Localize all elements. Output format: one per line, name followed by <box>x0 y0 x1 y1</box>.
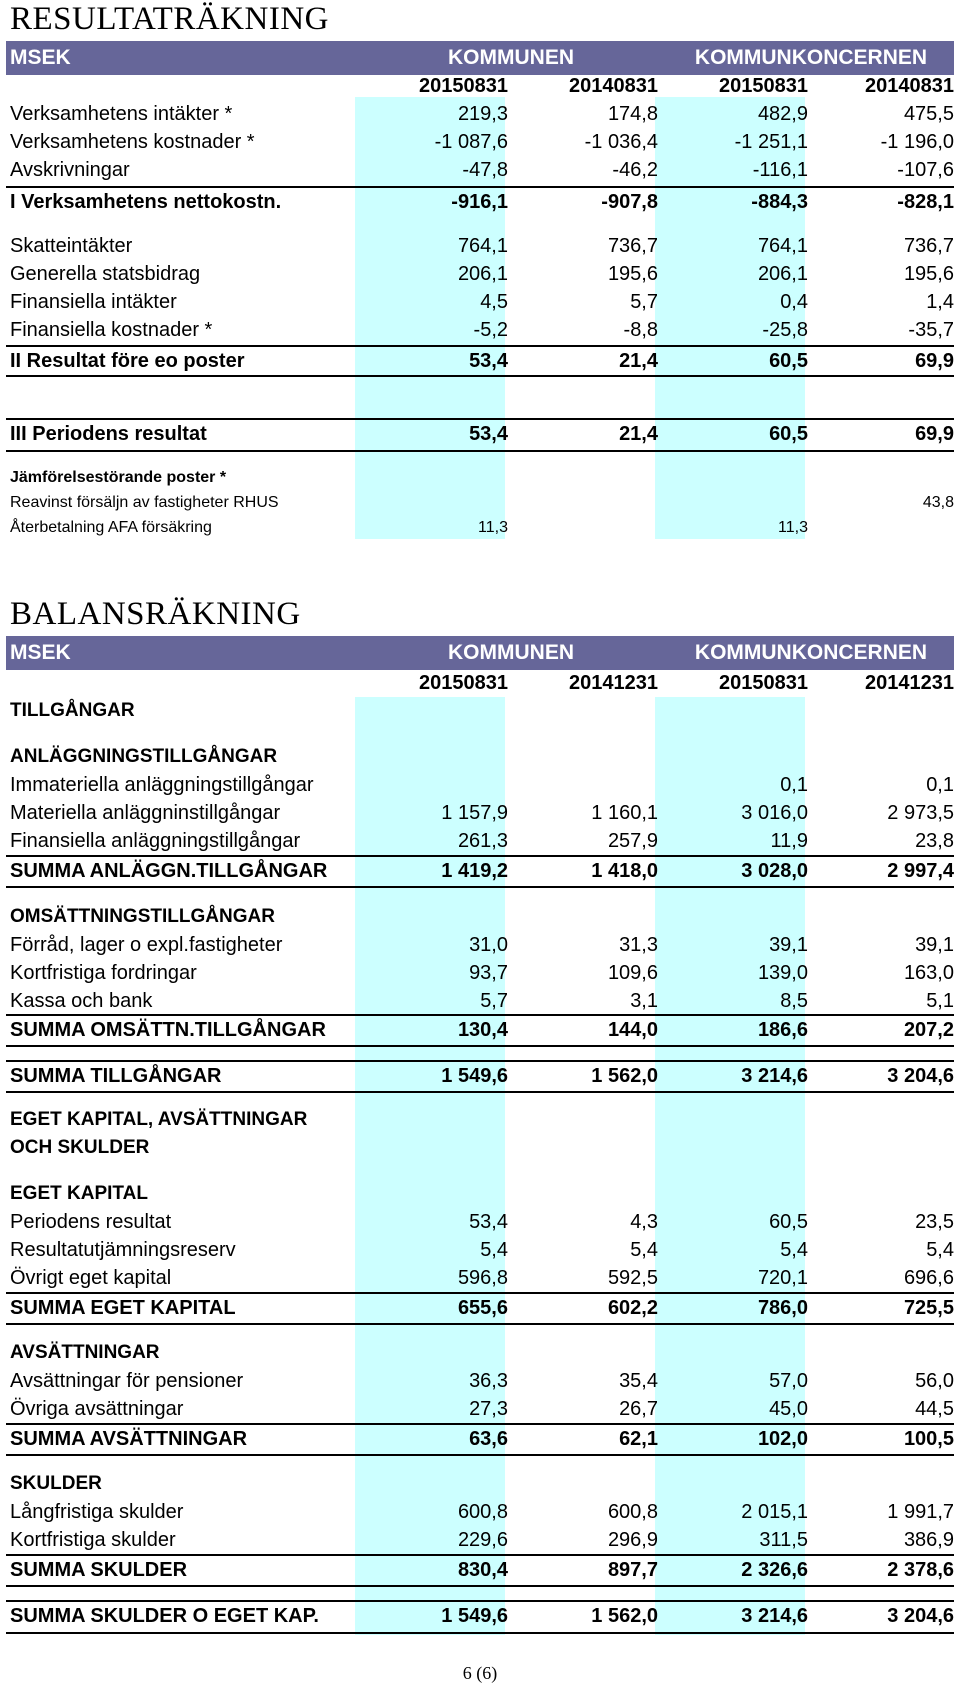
balance-date-4: 20141231 <box>865 672 954 694</box>
income-group-koncernen: KOMMUNKONCERNEN <box>694 46 928 69</box>
cell: 1 562,0 <box>591 1605 658 1627</box>
cell: 3 204,6 <box>887 1065 954 1087</box>
income-row <box>6 156 954 184</box>
income-subtotal-row <box>6 347 954 375</box>
row-label: Verksamhetens kostnader * <box>10 131 255 153</box>
cell: 57,0 <box>769 1370 808 1392</box>
cell: 482,9 <box>757 103 808 125</box>
cell: 5,7 <box>630 291 658 313</box>
income-subtotal-row <box>6 188 954 216</box>
income-group-kommunen: KOMMUNEN <box>448 46 574 69</box>
row-label: SUMMA SKULDER O EGET KAP. <box>10 1605 319 1627</box>
row-label: Periodens resultat <box>10 1211 172 1233</box>
balance-row <box>6 1264 954 1292</box>
cell: 1 562,0 <box>591 1065 658 1087</box>
row-label: Resultatutjämningsreserv <box>10 1239 236 1261</box>
row-label: Immateriella anläggningstillgångar <box>10 774 314 796</box>
cell: 5,1 <box>926 990 954 1012</box>
cell: 11,3 <box>478 519 508 536</box>
divider <box>6 1585 954 1587</box>
cell: 2 997,4 <box>887 860 954 882</box>
cell: -116,1 <box>752 159 808 181</box>
cell: 720,1 <box>757 1267 808 1289</box>
cell: 1 549,6 <box>441 1065 508 1087</box>
cell: 3 214,6 <box>741 1065 808 1087</box>
cell: 62,1 <box>619 1428 658 1450</box>
cell: 5,7 <box>480 990 508 1012</box>
income-row <box>6 288 954 316</box>
cell: 786,0 <box>757 1297 808 1319</box>
cell: 4,3 <box>630 1211 658 1233</box>
section-heading <box>6 1180 954 1208</box>
cell: 1,4 <box>926 291 954 313</box>
cell: 100,5 <box>903 1428 954 1450</box>
cell: -107,6 <box>897 159 954 181</box>
balance-row <box>6 931 954 959</box>
cell: 3 016,0 <box>741 802 808 824</box>
income-date-3: 20150831 <box>719 75 808 97</box>
cell: 207,2 <box>903 1019 954 1041</box>
cell: 195,6 <box>903 263 954 285</box>
cell: 3 028,0 <box>741 860 808 882</box>
row-label: II Resultat före eo poster <box>10 350 245 372</box>
cell: 4,5 <box>480 291 508 313</box>
balance-total-row <box>6 1062 954 1090</box>
cell: 163,0 <box>903 962 954 984</box>
cell: 725,5 <box>903 1297 954 1319</box>
balance-date-1: 20150831 <box>419 672 508 694</box>
cell: 206,1 <box>757 263 808 285</box>
cell: 11,9 <box>770 830 808 852</box>
notes-heading <box>6 466 954 494</box>
cell: 60,5 <box>769 423 808 445</box>
cell: 69,9 <box>915 423 954 445</box>
balance-row <box>6 1395 954 1423</box>
cell: 2 378,6 <box>887 1559 954 1581</box>
cell: 109,6 <box>607 962 658 984</box>
cell: 174,8 <box>607 103 658 125</box>
cell: 602,2 <box>607 1297 658 1319</box>
balance-title: BALANSRÄKNING <box>10 596 301 632</box>
cell: 69,9 <box>915 350 954 372</box>
cell: 23,5 <box>915 1211 954 1233</box>
income-date-4: 20140831 <box>865 75 954 97</box>
cell: 8,5 <box>780 990 808 1012</box>
cell: 130,4 <box>457 1019 508 1041</box>
row-label: III Periodens resultat <box>10 423 207 445</box>
cell: 736,7 <box>903 235 954 257</box>
cell: 1 549,6 <box>441 1605 508 1627</box>
section-heading <box>6 1470 954 1498</box>
row-label: SUMMA AVSÄTTNINGAR <box>10 1428 248 1450</box>
row-label: OMSÄTTNINGSTILLGÅNGAR <box>10 906 275 927</box>
cell: 5,4 <box>480 1239 508 1261</box>
cell: 93,7 <box>469 962 508 984</box>
balance-sum-row <box>6 1425 954 1453</box>
cell: 60,5 <box>769 350 808 372</box>
notes-row <box>6 491 954 519</box>
cell: 655,6 <box>457 1297 508 1319</box>
balance-header-bar <box>6 636 954 670</box>
cell: -1 036,4 <box>584 131 658 153</box>
row-label: Verksamhetens intäkter * <box>10 103 233 125</box>
row-label: Kassa och bank <box>10 990 153 1012</box>
cell: 21,4 <box>619 423 658 445</box>
row-label: OCH SKULDER <box>10 1137 150 1158</box>
income-date-2: 20140831 <box>569 75 658 97</box>
row-label: TILLGÅNGAR <box>10 700 135 721</box>
page-number: 6 (6) <box>462 1663 498 1683</box>
divider <box>6 886 954 888</box>
row-label: Övriga avsättningar <box>10 1398 184 1420</box>
balance-sum-row <box>6 1556 954 1584</box>
cell: 592,5 <box>607 1267 658 1289</box>
section-heading <box>6 1106 954 1134</box>
balance-date-2: 20141231 <box>569 672 658 694</box>
balance-row <box>6 1498 954 1526</box>
cell: 39,1 <box>915 934 954 956</box>
cell: 53,4 <box>469 423 508 445</box>
divider <box>6 1323 954 1325</box>
row-label: Finansiella intäkter <box>10 291 177 313</box>
row-label: SKULDER <box>10 1473 102 1494</box>
income-row <box>6 260 954 288</box>
cell: 897,7 <box>607 1559 658 1581</box>
row-label: Avsättningar för pensioner <box>10 1370 244 1392</box>
cell: 35,4 <box>619 1370 658 1392</box>
cell: 53,4 <box>469 1211 508 1233</box>
cell: 596,8 <box>457 1267 508 1289</box>
divider <box>6 1632 954 1634</box>
cell: 144,0 <box>607 1019 658 1041</box>
income-title: RESULTATRÄKNING <box>10 1 329 37</box>
cell: -916,1 <box>451 191 508 213</box>
cell: 696,6 <box>903 1267 954 1289</box>
divider <box>6 1045 954 1047</box>
section-heading <box>6 697 954 725</box>
cell: 139,0 <box>757 962 808 984</box>
row-label: Reavinst försäljn av fastigheter RHUS <box>10 494 279 511</box>
cell: 600,8 <box>457 1501 508 1523</box>
cell: 206,1 <box>457 263 508 285</box>
row-label: Avskrivningar <box>10 159 130 181</box>
cell: 63,6 <box>469 1428 508 1450</box>
cell: 11,3 <box>778 519 808 536</box>
balance-row <box>6 827 954 855</box>
cell: 736,7 <box>607 235 658 257</box>
cell: -1 087,6 <box>434 131 508 153</box>
cell: 5,4 <box>780 1239 808 1261</box>
income-row <box>6 100 954 128</box>
cell: 1 160,1 <box>591 802 658 824</box>
cell: 830,4 <box>457 1559 508 1581</box>
cell: 2 015,1 <box>741 1501 808 1523</box>
row-label: EGET KAPITAL, AVSÄTTNINGAR <box>10 1109 308 1130</box>
row-label: EGET KAPITAL <box>10 1183 148 1204</box>
divider <box>6 450 954 452</box>
notes-row <box>6 516 954 544</box>
row-label: Kortfristiga fordringar <box>10 962 197 984</box>
row-label: SUMMA ANLÄGGN.TILLGÅNGAR <box>10 860 328 882</box>
balance-grand-total-row <box>6 1602 954 1630</box>
cell: 386,9 <box>903 1529 954 1551</box>
row-label: ANLÄGGNINGSTILLGÅNGAR <box>10 746 278 767</box>
balance-row <box>6 1208 954 1236</box>
income-unit-label: MSEK <box>10 46 71 69</box>
cell: -25,8 <box>762 319 808 341</box>
row-label: SUMMA TILLGÅNGAR <box>10 1065 222 1087</box>
divider <box>6 1091 954 1093</box>
row-label: Skatteintäkter <box>10 235 133 257</box>
divider <box>6 375 954 377</box>
cell: 56,0 <box>915 1370 954 1392</box>
balance-dates-row <box>6 669 954 697</box>
cell: 2 973,5 <box>887 802 954 824</box>
balance-sum-row <box>6 1294 954 1322</box>
row-label: I Verksamhetens nettokostn. <box>10 191 282 213</box>
balance-row <box>6 1236 954 1264</box>
row-label: Generella statsbidrag <box>10 263 201 285</box>
cell: 219,3 <box>457 103 508 125</box>
cell: 2 326,6 <box>741 1559 808 1581</box>
balance-row <box>6 959 954 987</box>
cell: 60,5 <box>769 1211 808 1233</box>
cell: 764,1 <box>457 235 508 257</box>
cell: 36,3 <box>469 1370 508 1392</box>
cell: -35,7 <box>908 319 954 341</box>
income-row <box>6 316 954 344</box>
row-label: SUMMA EGET KAPITAL <box>10 1297 236 1319</box>
cell: 31,0 <box>469 934 508 956</box>
income-result-row <box>6 420 954 448</box>
cell: -46,2 <box>612 159 658 181</box>
cell: -1 196,0 <box>880 131 954 153</box>
income-header-bar <box>6 41 954 75</box>
row-label: Övrigt eget kapital <box>10 1267 172 1289</box>
row-label: SUMMA OMSÄTTN.TILLGÅNGAR <box>10 1019 326 1041</box>
cell: 21,4 <box>619 350 658 372</box>
cell: -828,1 <box>897 191 954 213</box>
cell: 296,9 <box>607 1529 658 1551</box>
income-row <box>6 128 954 156</box>
balance-row <box>6 799 954 827</box>
income-date-1: 20150831 <box>419 75 508 97</box>
income-dates-row <box>6 72 954 100</box>
cell: 0,1 <box>780 774 808 796</box>
row-label: SUMMA SKULDER <box>10 1559 188 1581</box>
divider <box>6 1454 954 1456</box>
cell: 43,8 <box>922 494 954 511</box>
cell: 1 991,7 <box>887 1501 954 1523</box>
balance-row <box>6 1526 954 1554</box>
cell: 261,3 <box>457 830 508 852</box>
row-label: Materiella anläggninstillgångar <box>10 802 281 824</box>
row-label: Förråd, lager o expl.fastigheter <box>10 934 283 956</box>
balance-group-kommunen: KOMMUNEN <box>448 641 574 664</box>
cell: 27,3 <box>469 1398 508 1420</box>
section-heading <box>6 1134 954 1162</box>
cell: 5,4 <box>926 1239 954 1261</box>
cell: -884,3 <box>751 191 808 213</box>
cell: 1 157,9 <box>441 802 508 824</box>
cell: 39,1 <box>769 934 808 956</box>
cell: 475,5 <box>903 103 954 125</box>
cell: 3 214,6 <box>741 1605 808 1627</box>
cell: 600,8 <box>607 1501 658 1523</box>
cell: -47,8 <box>462 159 508 181</box>
cell: 23,8 <box>915 830 954 852</box>
cell: 257,9 <box>607 830 658 852</box>
cell: 1 419,2 <box>441 860 508 882</box>
cell: 186,6 <box>757 1019 808 1041</box>
income-row <box>6 232 954 260</box>
balance-row <box>6 1367 954 1395</box>
cell: 0,1 <box>926 774 954 796</box>
cell: 1 418,0 <box>591 860 658 882</box>
cell: -907,8 <box>601 191 658 213</box>
row-label: Långfristiga skulder <box>10 1501 184 1523</box>
cell: 44,5 <box>915 1398 954 1420</box>
cell: 0,4 <box>780 291 808 313</box>
cell: 764,1 <box>757 235 808 257</box>
row-label: AVSÄTTNINGAR <box>10 1342 160 1363</box>
row-label: Kortfristiga skulder <box>10 1529 176 1551</box>
balance-date-3: 20150831 <box>719 672 808 694</box>
balance-unit-label: MSEK <box>10 641 71 664</box>
cell: 31,3 <box>619 934 658 956</box>
cell: 26,7 <box>619 1398 658 1420</box>
cell: 229,6 <box>457 1529 508 1551</box>
balance-group-koncernen: KOMMUNKONCERNEN <box>694 641 928 664</box>
cell: -8,8 <box>623 319 658 341</box>
cell: 45,0 <box>769 1398 808 1420</box>
cell: 53,4 <box>469 350 508 372</box>
row-label: Finansiella kostnader * <box>10 319 213 341</box>
row-label: Jämförelsestörande poster * <box>10 469 227 486</box>
row-label: Återbetalning AFA försäkring <box>10 519 212 536</box>
section-heading <box>6 743 954 771</box>
cell: 5,4 <box>630 1239 658 1261</box>
cell: 311,5 <box>759 1529 808 1551</box>
section-heading <box>6 1339 954 1367</box>
section-heading <box>6 903 954 931</box>
cell: 102,0 <box>757 1428 808 1450</box>
balance-sum-row <box>6 1016 954 1044</box>
cell: 3 204,6 <box>887 1605 954 1627</box>
cell: -1 251,1 <box>734 131 808 153</box>
balance-row <box>6 771 954 799</box>
balance-row <box>6 987 954 1015</box>
balance-sum-row <box>6 857 954 885</box>
cell: 3,1 <box>630 990 658 1012</box>
row-label: Finansiella anläggningstillgångar <box>10 830 301 852</box>
cell: 195,6 <box>607 263 658 285</box>
cell: -5,2 <box>473 319 508 341</box>
